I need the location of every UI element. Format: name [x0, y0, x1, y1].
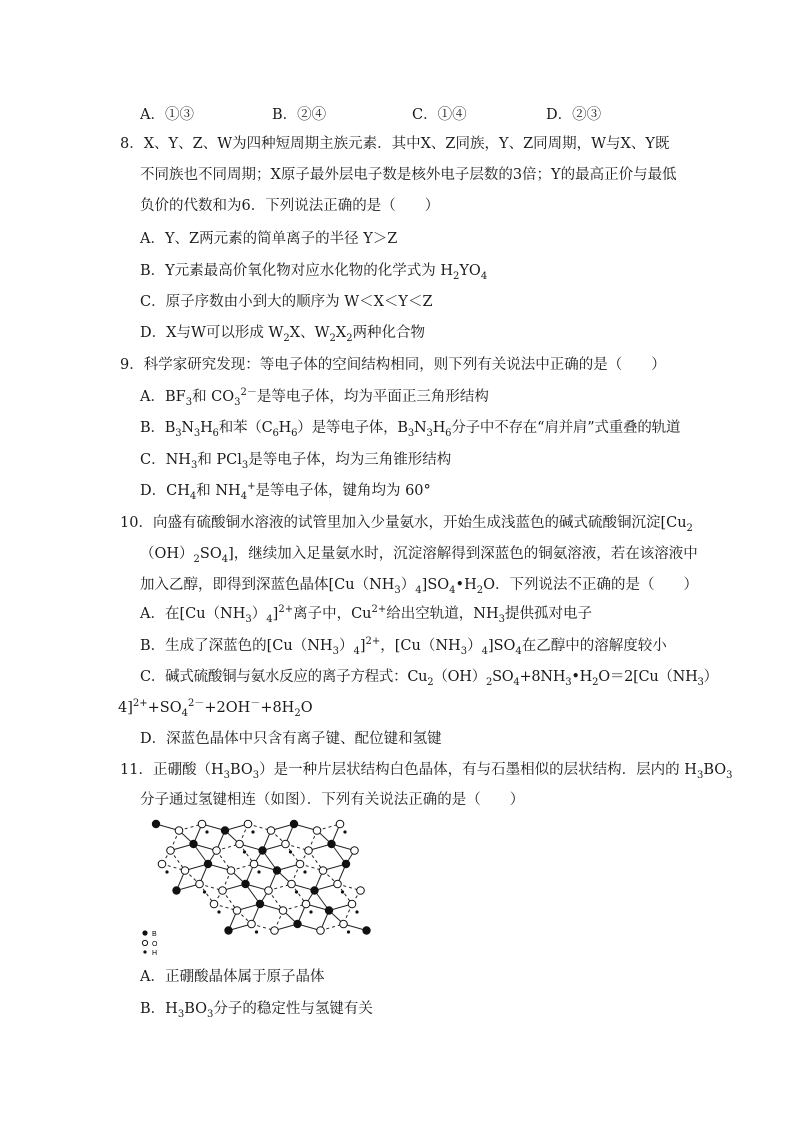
oxygen-atom — [236, 840, 244, 848]
oxygen-atom — [167, 847, 175, 855]
q9-option-a: A．$BF_3$和 $CO_3^{2-}$是等电子体，均为平面正三角形结构 — [140, 387, 489, 408]
q8-option-c: C．原子序数由小到大的顺序为 W＜X＜Y＜Z — [140, 294, 433, 310]
oxygen-atom — [271, 927, 279, 935]
q11-option-a: A．正硼酸晶体属于原子晶体 — [140, 969, 325, 985]
legend-label-b: B — [152, 931, 157, 938]
oxygen-atom — [351, 847, 359, 855]
oxygen-atom — [213, 847, 221, 855]
q7-option-a: A．①③ — [140, 107, 194, 123]
oxygen-atom — [348, 900, 356, 908]
oxygen-atom — [305, 847, 313, 855]
oxygen-atom — [313, 827, 321, 835]
oxygen-atom — [279, 907, 287, 915]
oxygen-atom — [319, 867, 327, 875]
q7-option-b: B．②④ — [272, 107, 327, 123]
oxygen-atom — [334, 880, 342, 888]
oxygen-atom — [210, 900, 218, 908]
boron-atom — [224, 926, 232, 934]
hydrogen-atom — [343, 830, 346, 833]
boron-atom — [290, 820, 298, 828]
q8-stem-line1: 8．X、Y、Z、W为四种短周期主族元素．其中X、Z同族，Y、Z同周期，W与X、Y既 — [120, 136, 670, 152]
hydrogen-atom — [303, 870, 306, 873]
oxygen-atom — [196, 880, 204, 888]
oxygen-atom — [336, 820, 344, 828]
boron-atom — [189, 840, 197, 848]
q11-stem-line2: 分子通过氢键相连（如图）．下列有关说法正确的是（ ） — [140, 792, 525, 808]
boron-atom — [172, 886, 180, 894]
boron-atom — [310, 886, 318, 894]
oxygen-atom — [282, 840, 290, 848]
hydrogen-atom — [355, 910, 358, 913]
boric-acid-structure-figure — [138, 816, 378, 966]
boron-atom — [152, 820, 160, 828]
oxygen-atom — [357, 887, 365, 895]
oxygen-atom — [158, 860, 166, 868]
q9-option-b: B．$B_3N_3H_6$和苯$(C_6H_6)$是等电子体，$B_3N_3H_6$分子中不存在“肩并肩”式重叠的轨道 — [140, 420, 681, 439]
q7-option-c: C．①④ — [412, 107, 467, 123]
boron-atom — [204, 860, 212, 868]
oxygen-atom — [317, 927, 325, 935]
oxygen-atom — [227, 867, 235, 875]
hydrogen-atom — [217, 910, 220, 913]
q10-option-b: B．生成了深蓝色的$[Cu(NH_3)_4]^{2+}$，$[Cu(NH_3)_4]SO_4$在乙醇中的溶解度较小 — [140, 636, 667, 657]
hydrogen-atom — [251, 830, 254, 833]
q11-option-b: B．$H_3BO_3$分子的稳定性与氢键有关 — [140, 1001, 373, 1020]
boron-atom — [221, 826, 229, 834]
oxygen-atom — [198, 820, 206, 828]
oxygen-atom — [288, 880, 296, 888]
q10-stem-line3: 加入乙醇，即得到深蓝色晶体$[Cu(NH_3)_4]SO_4•H_2O$．下列说法不正确的是（ ） — [140, 577, 698, 596]
boron-atom — [256, 900, 264, 908]
oxygen-atom — [265, 887, 273, 895]
q10-option-d: D．深蓝色晶体中只含有离子键、配位键和氢键 — [140, 731, 442, 747]
hydrogen-atom — [255, 930, 258, 933]
hydrogen-atom — [243, 850, 246, 853]
hydrogen-atom — [295, 890, 298, 893]
legend-oxygen-dot — [142, 940, 147, 945]
q8-stem-line3: 负价的代数和为6．下列说法正确的是（ ） — [140, 198, 440, 214]
q7-option-d: D．②③ — [546, 107, 602, 123]
legend-hydrogen-dot — [143, 950, 146, 953]
hydrogen-atom — [341, 890, 344, 893]
oxygen-atom — [296, 860, 304, 868]
q8-option-a: A．Y、Z两元素的简单离子的半径 Y＞Z — [140, 231, 398, 247]
oxygen-atom — [181, 867, 189, 875]
oxygen-atom — [219, 887, 227, 895]
hydrogen-atom — [309, 910, 312, 913]
q10-stem-line1: 10．向盛有硫酸铜水溶液的试管里加入少量氨水，开始生成浅蓝色的碱式硫酸铜沉淀[$Cu_2$ — [120, 515, 693, 534]
boron-atom — [342, 860, 350, 868]
oxygen-atom — [267, 827, 275, 835]
boron-atom — [258, 846, 266, 854]
hydrogen-atom — [347, 930, 350, 933]
oxygen-atom — [244, 820, 252, 828]
oxygen-atom — [233, 907, 241, 915]
hydrogen-atom — [203, 890, 206, 893]
legend-label-h: H — [152, 950, 158, 957]
q9-stem: 9．科学家研究发现：等电子体的空间结构相同，则下列有关说法中正确的是（ ） — [120, 357, 666, 373]
hydrogen-atom — [289, 850, 292, 853]
boron-atom — [362, 926, 370, 934]
hydrogen-atom — [205, 830, 208, 833]
q9-option-c: C．$NH_3$和 PCl$_3$是等电子体，均为三角锥形结构 — [140, 452, 452, 471]
boron-atom — [325, 906, 333, 914]
q8-option-b: B．Y元素最高价氧化物对应水化物的化学式为 $H_2YO_4$ — [140, 263, 488, 282]
q10-stem-line2: $(OH)_2SO_4$]，继续加入足量氨水时，沉淀溶解得到深蓝色的铜氨溶液，若在该溶液中 — [140, 546, 698, 565]
boron-atom — [273, 866, 281, 874]
q8-stem-line2: 不同族也不同周期；X原子最外层电子数是核外电子层数的3倍；Y的最高正价与最低 — [140, 167, 677, 183]
q10-option-a: A．在$[Cu(NH_3)_4]^{2+}$离子中，$Cu^{2+}$给出空轨道，$NH_3$提供孤对电子 — [140, 604, 592, 625]
boron-atom — [327, 840, 335, 848]
q11-stem-line1: 11．正硼酸$(H_3BO_3)$是一种片层状结构白色晶体，有与石墨相似的层状结构．层内的 $H_3BO_3$ — [120, 762, 733, 781]
oxygen-atom — [302, 900, 310, 908]
q10-option-c-line2: $4]^{2+}+SO_4^{2-}+2OH^-+8H_2O$ — [118, 698, 313, 719]
boron-atom — [241, 880, 249, 888]
q9-option-d: D．$CH_4$和 $NH_4^+$是等电子体，键角均为 60° — [140, 481, 431, 502]
legend-label-o: O — [152, 941, 158, 948]
boron-atom — [293, 920, 301, 928]
legend-boron-dot — [142, 930, 147, 935]
oxygen-atom — [340, 920, 348, 928]
oxygen-atom — [175, 827, 183, 835]
q8-option-d: D．X与W可以形成 $W_2X$、$W_2X_2$两种化合物 — [140, 325, 426, 344]
oxygen-atom — [250, 860, 258, 868]
figure-legend — [142, 930, 158, 957]
hydrogen-atom — [257, 870, 260, 873]
q10-option-c-line1: C．碱式硫酸铜与氨水反应的离子方程式：$Cu_2(OH)_2SO_4+8NH_3•H_2O=2[Cu(NH_3)$ — [140, 669, 718, 688]
hydrogen-atom — [165, 870, 168, 873]
oxygen-atom — [248, 920, 256, 928]
